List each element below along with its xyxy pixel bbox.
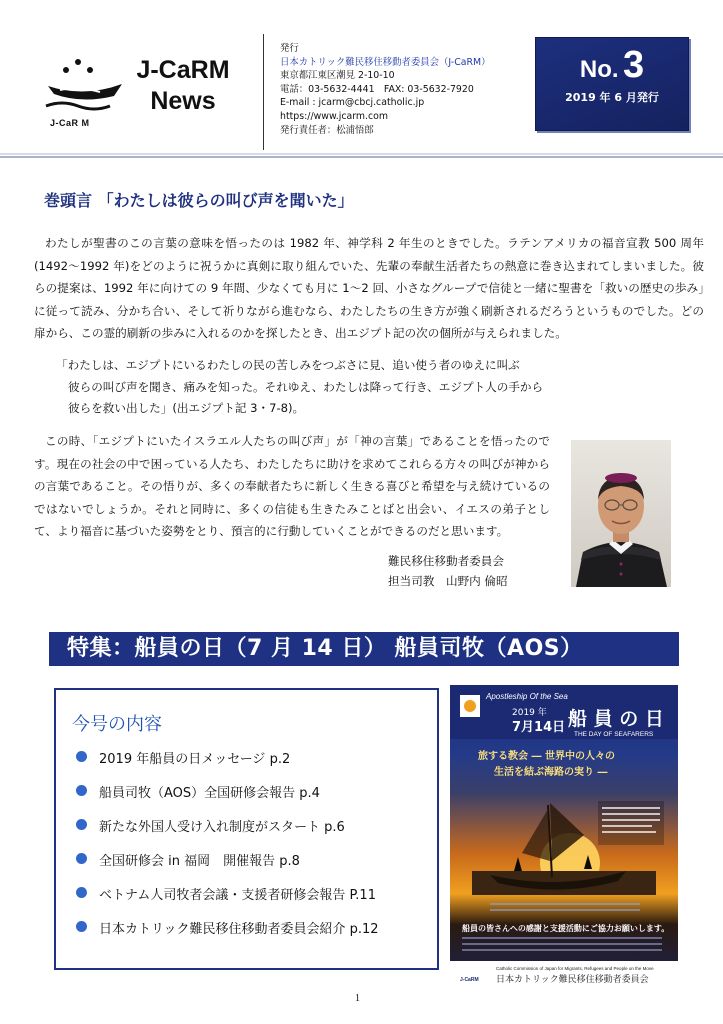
signature-name: 担当司教 山野内 倫昭 xyxy=(388,574,508,588)
bullet-icon xyxy=(76,921,87,932)
issue-no-value: 3 xyxy=(622,44,645,86)
bullet-icon xyxy=(76,887,87,898)
publisher-info xyxy=(280,42,530,137)
header-divider xyxy=(263,34,264,150)
quote-line-2: 彼らの叫び声を聞き、痛みを知った。それゆえ、わたしは降って行き、エジプト人の手から xyxy=(68,379,544,394)
publisher-org: 日本カトリック難民移住移動者委員会（J-CaRM） xyxy=(280,56,491,68)
editorial-signature xyxy=(388,551,508,591)
bishop-photo xyxy=(571,440,671,587)
page-number: 1 xyxy=(355,993,360,1004)
seafarers-day-poster xyxy=(450,685,678,992)
header-rule-bottom xyxy=(0,156,723,158)
poster-appeal: 船員の皆さんへの感謝と支援活動にご協力お願いします。 xyxy=(462,924,670,933)
poster-footer-logo: J-CaRM xyxy=(460,977,479,983)
bullet-icon xyxy=(76,785,87,796)
publisher-address: 東京都江東区潮見 2-10-10 xyxy=(280,70,395,82)
poster-tagline-1: 旅する教会 ― 世界中の人々の xyxy=(478,751,615,762)
header-rule-top xyxy=(0,153,723,155)
editorial-heading-title: 「わたしは彼らの叫び声を聞いた」 xyxy=(97,191,354,210)
jcarm-logo xyxy=(42,40,126,132)
poster-footer-jp: 日本カトリック難民移住移動者委員会 xyxy=(496,975,649,985)
feature-banner: 特集：船員の日（7 月 14 日） 船員司牧（AOS） xyxy=(49,632,679,666)
contents-title: 今号の内容 xyxy=(72,714,162,735)
contents-item[interactable]: 全国研修会 in 福岡 開催報告 p.8 xyxy=(76,850,379,884)
publisher-email[interactable]: E-mail : jcarm@cbcj.catholic.jp xyxy=(280,97,425,109)
boat-logo-icon xyxy=(42,40,126,120)
bullet-icon xyxy=(76,853,87,864)
bullet-icon xyxy=(76,819,87,830)
contents-item[interactable]: 2019 年船員の日メッセージ p.2 xyxy=(76,748,379,782)
poster-year: 2019 年 xyxy=(512,708,547,718)
poster-date: 7月14日 xyxy=(512,720,566,735)
quote-line-3: 彼らを救い出した」(出エジプト記 3・7-8)。 xyxy=(68,401,305,415)
title-line1: J-CaRM xyxy=(136,56,230,84)
contents-item[interactable]: ベトナム人司牧者会議・支援者研修会報告 P.11 xyxy=(76,884,379,918)
contents-item[interactable]: 船員司牧（AOS）全国研修会報告 p.4 xyxy=(76,782,379,816)
bullet-icon xyxy=(76,751,87,762)
title-line2: News xyxy=(150,87,216,115)
poster-title: 船 員 の 日 xyxy=(568,708,664,730)
contents-item[interactable]: 新たな外国人受け入れ制度がスタート p.6 xyxy=(76,816,379,850)
editorial-heading-prefix: 巻頭言 xyxy=(44,191,93,210)
publisher-responsible: 発行責任者：松浦悟郎 xyxy=(280,124,374,136)
contents-list xyxy=(76,748,379,952)
publisher-url[interactable]: https://www.jcarm.com xyxy=(280,110,389,122)
contents-item[interactable]: 日本カトリック難民移住移動者委員会紹介 p.12 xyxy=(76,918,379,952)
scripture-quote xyxy=(34,355,674,420)
signature-org: 難民移住移動者委員会 xyxy=(388,554,504,568)
poster-apostleship: Apostleship Of the Sea xyxy=(486,692,568,701)
newsletter-title xyxy=(128,55,238,117)
publisher-label: 発行 xyxy=(280,43,299,54)
poster-footer-en: Catholic Commission of Japan for Migrants, Refugees and People on the Move xyxy=(496,966,654,971)
logo-caption: J-CaR M xyxy=(50,118,90,128)
issue-number xyxy=(536,44,688,87)
poster-tagline-2: 生活を結ぶ海路の実り ― xyxy=(494,767,608,778)
editorial-paragraph-2: この時、「エジプトにいたイスラエル人たちの叫び声」が「神の言葉」であることを悟ったのです。現在の社会の中で困っている人たち、わたしたちに助けを求めてこれらる方々の叫びが神からの言葉であること。その悟りが、多くの奉献者たちに新しく生きる喜びと希望を与え続けているのではないでしょうか。それと同時に、多くの信徒も生きたみことばと出会い、イエスの弟子として、より福音に基づいた姿勢をとり、預言的に行動していくことができるのだと思います。 xyxy=(34,434,550,539)
publisher-phone: 電話：03-5632-4441 FAX: 03-5632-7920 xyxy=(280,83,474,95)
issue-no-label: No. xyxy=(579,56,619,83)
table-of-contents xyxy=(54,688,439,970)
quote-line-1: 「わたしは、エジプトにいるわたしの民の苦しみをつぶさに見、追い使う者のゆえに叫ぶ xyxy=(56,358,520,372)
issue-badge xyxy=(535,37,689,131)
editorial-paragraph-1: わたしが聖書のこの言葉の意味を悟ったのは 1982 年、神学科 2 年生のときでした。ラテンアメリカの福音宣教 500 周年(1492～1992 年)をどのように祝うかに真剣に取り組んでいた、先輩の奉献生活者たちの熱意に巻き込まれてしまいました。彼らの提案は、1992 年に向けての 9 年間、少なくても月に 1～2 回、小さなグループで信徒と一緒に聖書を「救いの歴史の歩み」に従って読み、分かち合い、そして祈りながら進むなら、わたしたちの生き方が強く刷新されるだろうというものでした。どの扉から、この霊的刷新の歩みに入れるのかを探したとき、出エジプト記の次の個所が与えられました。 xyxy=(34,236,704,341)
editorial-heading xyxy=(44,188,354,211)
issue-date: 2019 年 6 月発行 xyxy=(565,91,659,104)
poster-subtitle: THE DAY OF SEAFARERS xyxy=(574,731,654,738)
